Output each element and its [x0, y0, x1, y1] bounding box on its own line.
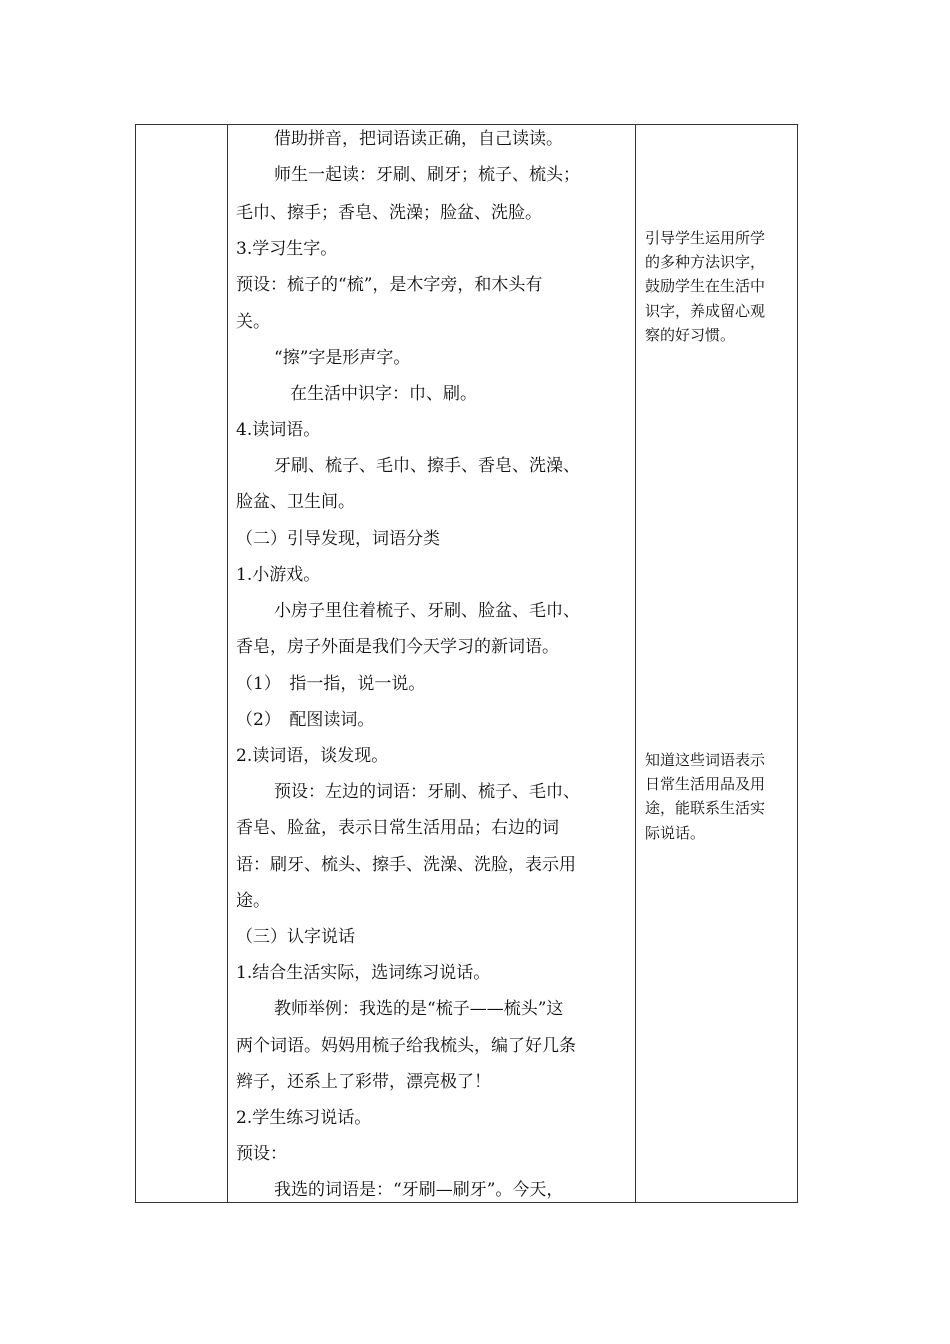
note-line: 引导学生运用所学 [645, 229, 766, 247]
content-line: 辫子，还系上了彩带，漂亮极了！ [236, 1072, 491, 1092]
content-line: 预设：梳子的“梳”，是木字旁，和木头有 [236, 275, 543, 295]
content-line: 牙刷、梳子、毛巾、擦手、香皂、洗澡、 [274, 456, 580, 476]
teaching-process-column [228, 125, 636, 1202]
content-line: 两个词语。妈妈用梳子给我梳头，编了好几条 [236, 1036, 576, 1056]
content-line: 预设：左边的词语：牙刷、梳子、毛巾、 [274, 782, 580, 802]
note-line: 际说话。 [645, 823, 706, 842]
content-line: 在生活中识字：巾、刷。 [290, 384, 477, 404]
left-column [136, 125, 228, 1202]
content-line: 教师举例：我选的是“梳子——梳头”这 [274, 999, 564, 1019]
note-line: 鼓励学生在生活中 [645, 277, 766, 296]
content-line: （1） 指一指，说一说。 [236, 674, 426, 694]
content-line: 我选的词语是：“牙刷—刷牙”。今天， [274, 1180, 564, 1200]
section-heading: （二）引导发现，词语分类 [236, 529, 440, 549]
note-line: 的多种方法识字， [645, 253, 766, 272]
content-line: 1.小游戏。 [236, 565, 321, 585]
content-line: 4.读词语。 [236, 420, 321, 440]
content-line: 香皂，房子外面是我们今天学习的新词语。 [236, 637, 559, 657]
design-note [645, 748, 795, 845]
design-intent-column [636, 125, 799, 1202]
content-line: 借助拼音，把词语读正确，自己读读。 [274, 129, 563, 149]
content-line: 毛巾、擦手；香皂、洗澡；脸盆、洗脸。 [236, 203, 542, 223]
content-line: 语：刷牙、梳头、擦手、洗澡、洗脸，表示用 [236, 855, 576, 875]
note-line: 识字，养成留心观 [645, 301, 766, 320]
note-line: 途，能联系生活实 [645, 799, 766, 818]
content-line: 香皂、脸盆，表示日常生活用品；右边的词 [236, 818, 559, 838]
section-heading: （三）认字说话 [236, 927, 355, 947]
content-line: 预设： [236, 1144, 287, 1164]
content-line: 途。 [236, 891, 270, 911]
content-line: （2） 配图读词。 [236, 710, 375, 730]
lesson-table [135, 124, 798, 1203]
note-line: 知道这些词语表示 [645, 751, 766, 769]
content-line: 师生一起读：牙刷、刷牙；梳子、梳头； [274, 165, 580, 185]
content-line: 小房子里住着梳子、牙刷、脸盆、毛巾、 [274, 601, 580, 621]
content-line: 3.学习生字。 [236, 239, 338, 259]
content-line: 2.读词语，谈发现。 [236, 746, 389, 766]
content-line: 1.结合生活实际，选词练习说话。 [236, 963, 491, 983]
note-line: 察的好习惯。 [645, 325, 736, 344]
content-line: 2.学生练习说话。 [236, 1108, 372, 1128]
design-note [645, 226, 795, 347]
note-line: 日常生活用品及用 [645, 775, 766, 794]
content-line: 脸盆、卫生间。 [236, 492, 355, 512]
content-line: “擦”字是形声字。 [274, 348, 411, 368]
content-line: 关。 [236, 312, 270, 332]
